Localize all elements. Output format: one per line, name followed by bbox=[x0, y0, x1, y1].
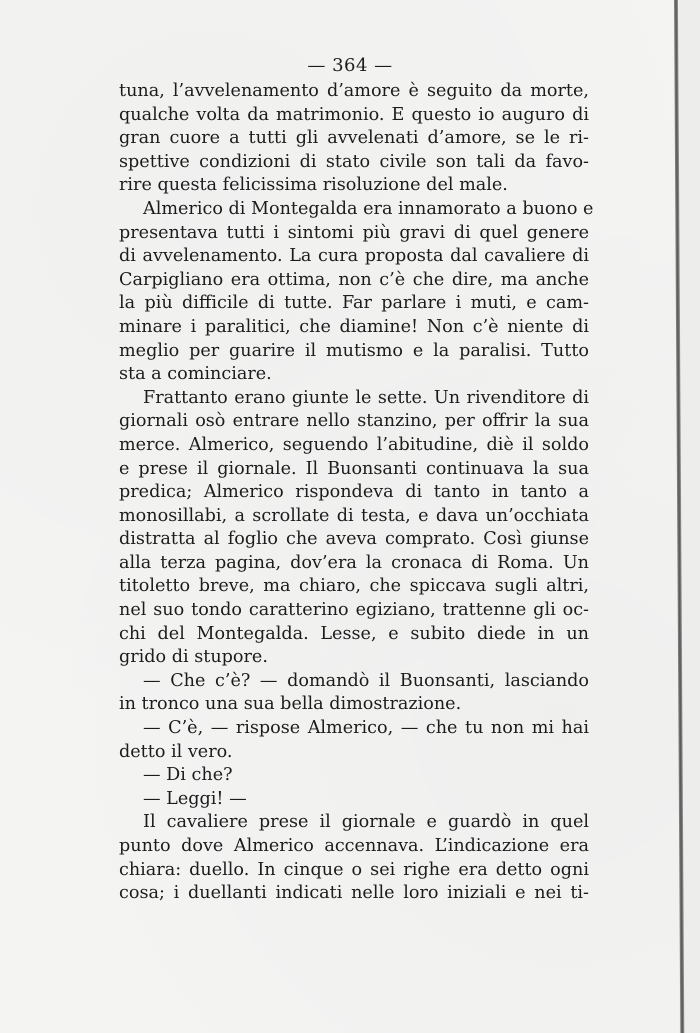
text-line: detto il vero. bbox=[119, 741, 233, 762]
text-line: distratta al foglio che aveva comprato. Così giunse bbox=[119, 529, 589, 550]
text-line: — Di che? bbox=[143, 765, 233, 786]
text-line: chi del Montegalda. Lesse, e subito diede in un bbox=[119, 623, 589, 644]
text-line: minare i paralitici, che diamine! Non c’è niente di bbox=[119, 316, 589, 337]
text-line: nel suo tondo caratterino egiziano, trattenne gli oc- bbox=[119, 600, 589, 621]
text-line: — Leggi! — bbox=[143, 788, 247, 809]
text-line: Il cavaliere prese il giornale e guardò in quel bbox=[143, 812, 589, 833]
text-line: predica; Almerico rispondeva di tanto in tanto a bbox=[119, 482, 589, 503]
text-line: giornali osò entrare nello stanzino, per offrir la sua bbox=[119, 411, 589, 432]
body-text bbox=[119, 80, 594, 906]
text-line: rire questa felicissima risoluzione del male. bbox=[119, 175, 508, 196]
text-line: la più difficile di tutte. Far parlare i muti, e cam- bbox=[119, 293, 589, 314]
text-line: — C’è, — rispose Almerico, — che tu non mi hai bbox=[143, 718, 589, 739]
text-line: grido di stupore. bbox=[119, 647, 268, 668]
text-line: tuna, l’avvelenamento d’amore è seguito da morte, bbox=[119, 81, 589, 101]
text-line: chiara: duello. In cinque o sei righe era detto ogni bbox=[119, 859, 589, 880]
page-number: — 364 — bbox=[307, 55, 393, 76]
text-line: Almerico di Montegalda era innamorato a buono e bbox=[143, 198, 594, 219]
text-line: merce. Almerico, seguendo l’abitudine, diè il soldo bbox=[119, 434, 589, 455]
text-line: gran cuore a tutti gli avvelenati d’amore, se le ri- bbox=[119, 128, 589, 149]
text-line: punto dove Almerico accennava. L’indicazione era bbox=[119, 836, 589, 856]
text-line: — Che c’è? — domandò il Buonsanti, lasciando bbox=[143, 670, 589, 691]
text-line: cosa; i duellanti indicati nelle loro iniziali e nei ti- bbox=[119, 883, 589, 904]
text-line: spettive condizioni di stato civile son tali da favo- bbox=[119, 151, 589, 172]
text-line: presentava tutti i sintomi più gravi di quel genere bbox=[119, 222, 589, 243]
text-line: qualche volta da matrimonio. E questo io auguro di bbox=[119, 104, 589, 125]
text-line: Carpigliano era ottima, non c’è che dire, ma anche bbox=[119, 269, 589, 290]
text-line: in tronco una sua bella dimostrazione. bbox=[119, 694, 462, 715]
text-line: titoletto breve, ma chiaro, che spiccava sugli altri, bbox=[119, 576, 589, 597]
text-line: di avvelenamento. La cura proposta dal cavaliere di bbox=[119, 246, 589, 267]
text-line: meglio per guarire il mutismo e la paralisi. Tutto bbox=[119, 340, 589, 361]
text-line: monosillabi, a scrollate di testa, e dava un’occhiata bbox=[119, 505, 589, 526]
text-line: e prese il giornale. Il Buonsanti continuava la sua bbox=[119, 458, 589, 479]
text-line: Frattanto erano giunte le sette. Un rivenditore di bbox=[143, 387, 589, 408]
text-line: sta a cominciare. bbox=[119, 364, 272, 385]
text-line: alla terza pagina, dov’era la cronaca di Roma. Un bbox=[119, 552, 589, 573]
